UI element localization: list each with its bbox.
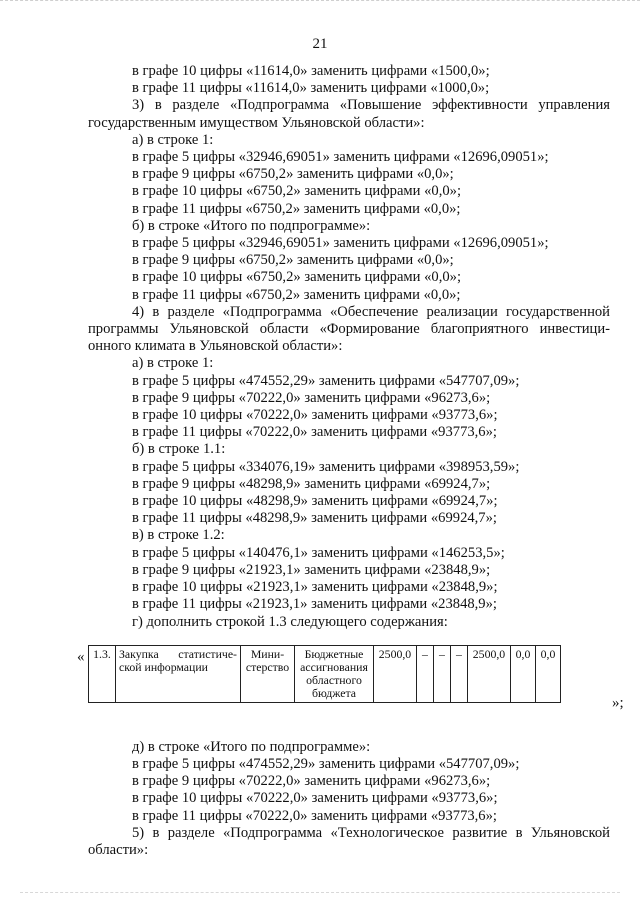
cell-name: Закупка статистиче-ской информации [116,645,241,702]
paragraph-5-line-2: области»: [88,841,149,858]
cell-value: 2500,0 [468,645,511,702]
text-line: в графе 9 цифры «21923,1» заменить цифрами «23848,9»; [132,561,491,578]
cell-number: 1.3. [89,645,116,702]
text-line: в графе 5 цифры «32946,69051» заменить цифрами «12696,09051»; [132,235,549,252]
cell-value: 0,0 [536,645,561,702]
paragraph-5-line-1: 5) в разделе «Подпрограмма «Технологическое развитие в Ульяновской [132,824,610,841]
text-line: в графе 11 цифры «6750,2» заменить цифрами «0,0»; [132,200,461,217]
document-body [77,63,624,859]
text-line: в графе 9 цифры «70222,0» заменить цифрами «96273,6»; [132,389,491,406]
paragraph-4-line-1: 4) в разделе «Подпрограмма «Обеспечение реализации государственной [132,303,610,320]
text-line: в графе 9 цифры «6750,2» заменить цифрами «0,0»; [132,252,454,269]
text-line: в графе 9 цифры «70222,0» заменить цифрами «96273,6»; [132,773,491,790]
text-line: в графе 11 цифры «48298,9» заменить цифрами «69924,7»; [132,510,497,527]
paragraph-4-line-2: программы Ульяновской области «Формирование благоприятного инвестици- [88,321,610,338]
text-line: в графе 10 цифры «21923,1» заменить цифрами «23848,9»; [132,579,498,596]
text-line: в графе 11 цифры «70222,0» заменить цифрами «93773,6»; [132,807,497,824]
text-line: в графе 11 цифры «21923,1» заменить цифрами «23848,9»; [132,596,497,613]
text-line: в графе 10 цифры «70222,0» заменить цифрами «93773,6»; [132,407,498,424]
text-line: г) дополнить строкой 1.3 следующего содержания: [132,613,448,630]
text-line: б) в строке 1.1: [132,441,226,458]
paragraph-4-line-3: онного климата в Ульяновской области»: [88,338,343,355]
opening-quote: « [77,648,85,665]
cell-dash: – [417,645,434,702]
closing-quote: »; [612,694,624,711]
text-line: в графе 11 цифры «11614,0» заменить цифрами «1000,0»; [132,80,490,97]
text-line: в графе 10 цифры «70222,0» заменить цифрами «93773,6»; [132,790,498,807]
text-line: в графе 11 цифры «6750,2» заменить цифрами «0,0»; [132,286,461,303]
text-line: в графе 5 цифры «140476,1» заменить цифрами «146253,5»; [132,544,505,561]
inserted-row-block [77,645,624,725]
cell-dash: – [451,645,468,702]
text-line: в графе 11 цифры «70222,0» заменить цифрами «93773,6»; [132,424,497,441]
cell-executor: Мини-стерство [241,645,295,702]
scan-bottom-edge [20,888,620,893]
text-line: д) в строке «Итого по подпрограмме»: [132,738,371,755]
text-line: в графе 5 цифры «474552,29» заменить цифрами «547707,09»; [132,755,520,772]
text-line: в графе 10 цифры «6750,2» заменить цифрами «0,0»; [132,183,462,200]
inserted-row-table [88,645,561,703]
cell-value: 0,0 [511,645,536,702]
text-line: в графе 10 цифры «48298,9» заменить цифрами «69924,7»; [132,493,498,510]
text-line: в графе 10 цифры «11614,0» заменить цифрами «1500,0»; [132,63,490,79]
cell-source: Бюджетные ассигнования областного бюджета [295,645,374,702]
text-line: в графе 5 цифры «32946,69051» заменить цифрами «12696,09051»; [132,149,549,166]
text-line: в) в строке 1.2: [132,527,225,544]
paragraph-3-line-2: государственным имуществом Ульяновской области»: [88,114,425,131]
paragraph-3-line-1: 3) в разделе «Подпрограмма «Повышение эффективности управления [132,97,610,114]
text-line: в графе 5 цифры «474552,29» заменить цифрами «547707,09»; [132,372,520,389]
text-line: а) в строке 1: [132,131,214,148]
text-line: б) в строке «Итого по подпрограмме»: [132,217,371,234]
page-number: 21 [312,36,328,52]
text-line: в графе 5 цифры «334076,19» заменить цифрами «398953,59»; [132,458,520,475]
cell-dash: – [434,645,451,702]
text-line: в графе 9 цифры «6750,2» заменить цифрами «0,0»; [132,166,454,183]
text-line: а) в строке 1: [132,355,214,372]
scan-top-edge [0,0,640,9]
text-line: в графе 9 цифры «48298,9» заменить цифрами «69924,7»; [132,475,491,492]
table-row [89,645,561,702]
cell-total: 2500,0 [374,645,417,702]
text-line: в графе 10 цифры «6750,2» заменить цифрами «0,0»; [132,269,462,286]
